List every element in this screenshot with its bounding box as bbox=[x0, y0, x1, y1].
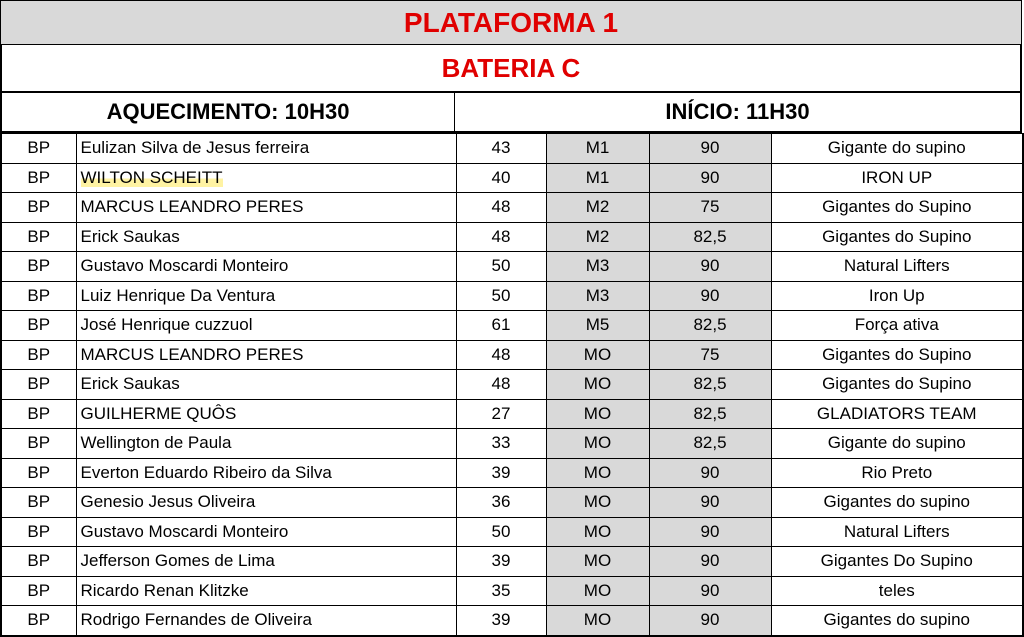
age-cell-text: 50 bbox=[491, 285, 511, 305]
athlete-name-cell[interactable] bbox=[76, 458, 456, 488]
team-cell-text: Natural Lifters bbox=[843, 521, 950, 541]
age-cell[interactable] bbox=[456, 311, 546, 341]
weight-class-cell-text: 90 bbox=[700, 492, 720, 512]
team-cell-text: Gigantes do Supino bbox=[822, 374, 972, 394]
event-code-cell-text: BP bbox=[27, 521, 51, 541]
team-cell-text: Gigantes do supino bbox=[823, 610, 970, 630]
age-cell-text: 48 bbox=[491, 344, 511, 364]
weight-class-cell[interactable] bbox=[649, 340, 771, 370]
age-cell-text: 39 bbox=[491, 551, 511, 571]
event-code-cell[interactable] bbox=[1, 547, 76, 577]
athlete-name-cell-text: José Henrique cuzzuol bbox=[80, 315, 253, 335]
athlete-name-cell[interactable] bbox=[76, 252, 456, 282]
event-code-cell[interactable] bbox=[1, 163, 76, 193]
table-row bbox=[1, 517, 1023, 547]
athlete-name-cell-text: Erick Saukas bbox=[80, 374, 180, 394]
event-code-cell[interactable] bbox=[1, 311, 76, 341]
weight-class-cell[interactable] bbox=[649, 606, 771, 636]
event-code-cell[interactable] bbox=[1, 399, 76, 429]
category-cell-text: M3 bbox=[585, 256, 610, 276]
event-code-cell-text: BP bbox=[27, 374, 51, 394]
team-cell[interactable] bbox=[771, 370, 1023, 400]
category-cell-text: M2 bbox=[585, 226, 610, 246]
athlete-name-cell[interactable] bbox=[76, 576, 456, 606]
event-code-cell[interactable] bbox=[1, 193, 76, 223]
category-cell-text: MO bbox=[583, 433, 612, 453]
athlete-name-cell-text: GUILHERME QUÔS bbox=[80, 403, 237, 423]
team-cell-text: Gigantes do Supino bbox=[822, 344, 972, 364]
table-row bbox=[1, 134, 1023, 164]
team-cell[interactable] bbox=[771, 340, 1023, 370]
age-cell-text: 27 bbox=[491, 403, 511, 423]
age-cell-text: 39 bbox=[491, 462, 511, 482]
age-cell-text: 39 bbox=[491, 610, 511, 630]
age-cell[interactable] bbox=[456, 399, 546, 429]
event-code-cell-text: BP bbox=[27, 256, 51, 276]
weight-class-cell[interactable] bbox=[649, 252, 771, 282]
weight-class-cell[interactable] bbox=[649, 517, 771, 547]
athlete-name-cell[interactable] bbox=[76, 193, 456, 223]
event-code-cell[interactable] bbox=[1, 606, 76, 636]
category-cell-text: MO bbox=[583, 344, 612, 364]
age-cell[interactable] bbox=[456, 606, 546, 636]
age-cell[interactable] bbox=[456, 193, 546, 223]
athlete-name-cell-text: Rodrigo Fernandes de Oliveira bbox=[80, 610, 313, 630]
weight-class-cell-text: 90 bbox=[700, 167, 720, 187]
table-row bbox=[1, 252, 1023, 282]
event-code-cell-text: BP bbox=[27, 551, 51, 571]
event-code-cell[interactable] bbox=[1, 488, 76, 518]
team-cell[interactable] bbox=[771, 311, 1023, 341]
athlete-name-cell[interactable] bbox=[76, 429, 456, 459]
category-cell[interactable] bbox=[546, 252, 649, 282]
event-code-cell-text: BP bbox=[27, 285, 51, 305]
team-cell[interactable] bbox=[771, 517, 1023, 547]
category-cell-text: M2 bbox=[585, 197, 610, 217]
age-cell[interactable] bbox=[456, 458, 546, 488]
weight-class-cell[interactable] bbox=[649, 311, 771, 341]
category-cell[interactable] bbox=[546, 134, 649, 164]
platform-title: PLATAFORMA 1 bbox=[0, 0, 1022, 45]
category-cell-text: M1 bbox=[585, 167, 610, 187]
athlete-name-cell-text: Wellington de Paula bbox=[80, 433, 232, 453]
event-code-cell-text: BP bbox=[27, 580, 51, 600]
table-row bbox=[1, 606, 1023, 636]
category-cell[interactable] bbox=[546, 193, 649, 223]
athlete-name-cell[interactable] bbox=[76, 311, 456, 341]
event-code-cell-text: BP bbox=[27, 433, 51, 453]
team-cell-text: Gigantes do supino bbox=[823, 492, 970, 512]
weight-class-cell-text: 82,5 bbox=[693, 403, 727, 423]
age-cell-text: 50 bbox=[491, 256, 511, 276]
table-row bbox=[1, 488, 1023, 518]
battery-title: BATERIA C bbox=[0, 45, 1022, 93]
category-cell[interactable] bbox=[546, 222, 649, 252]
table-row bbox=[1, 547, 1023, 577]
team-cell[interactable] bbox=[771, 193, 1023, 223]
weight-class-cell-text: 82,5 bbox=[693, 315, 727, 335]
table-row bbox=[1, 576, 1023, 606]
athlete-name-cell[interactable] bbox=[76, 370, 456, 400]
category-cell[interactable] bbox=[546, 547, 649, 577]
event-code-cell-text: BP bbox=[27, 610, 51, 630]
event-code-cell[interactable] bbox=[1, 576, 76, 606]
weight-class-cell-text: 82,5 bbox=[693, 374, 727, 394]
table-row bbox=[1, 429, 1023, 459]
age-cell-text: 36 bbox=[491, 492, 511, 512]
age-cell[interactable] bbox=[456, 281, 546, 311]
table-row bbox=[1, 458, 1023, 488]
team-cell[interactable] bbox=[771, 458, 1023, 488]
table-row bbox=[1, 281, 1023, 311]
event-code-cell-text: BP bbox=[27, 226, 51, 246]
athlete-name-cell-text: Eulizan Silva de Jesus ferreira bbox=[80, 138, 310, 158]
event-code-cell-text: BP bbox=[27, 197, 51, 217]
team-cell[interactable] bbox=[771, 576, 1023, 606]
age-cell-text: 43 bbox=[491, 138, 511, 158]
schedule-header bbox=[0, 93, 1022, 133]
age-cell[interactable] bbox=[456, 163, 546, 193]
event-code-cell-text: BP bbox=[27, 167, 51, 187]
category-cell[interactable] bbox=[546, 458, 649, 488]
age-cell[interactable] bbox=[456, 576, 546, 606]
team-cell-text: Força ativa bbox=[854, 315, 939, 335]
weight-class-cell-text: 90 bbox=[700, 521, 720, 541]
event-code-cell-text: BP bbox=[27, 492, 51, 512]
age-cell[interactable] bbox=[456, 488, 546, 518]
athlete-name-cell[interactable] bbox=[76, 222, 456, 252]
event-code-cell-text: BP bbox=[27, 403, 51, 423]
category-cell[interactable] bbox=[546, 281, 649, 311]
team-cell[interactable] bbox=[771, 134, 1023, 164]
weight-class-cell[interactable] bbox=[649, 281, 771, 311]
athlete-name-cell[interactable] bbox=[76, 281, 456, 311]
athlete-name-cell-text: Jefferson Gomes de Lima bbox=[80, 551, 275, 571]
category-cell-text: MO bbox=[583, 551, 612, 571]
category-cell-text: MO bbox=[583, 403, 612, 423]
weight-class-cell[interactable] bbox=[649, 488, 771, 518]
category-cell[interactable] bbox=[546, 517, 649, 547]
weight-class-cell[interactable] bbox=[649, 163, 771, 193]
age-cell-text: 61 bbox=[491, 315, 511, 335]
category-cell[interactable] bbox=[546, 370, 649, 400]
category-cell[interactable] bbox=[546, 399, 649, 429]
athlete-name-cell[interactable] bbox=[76, 134, 456, 164]
category-cell-text: MO bbox=[583, 610, 612, 630]
team-cell-text: GLADIATORS TEAM bbox=[816, 403, 977, 423]
start-time-label: INÍCIO: 11H30 bbox=[455, 93, 1022, 133]
athlete-rows bbox=[1, 134, 1023, 636]
category-cell[interactable] bbox=[546, 429, 649, 459]
team-cell-text: IRON UP bbox=[861, 167, 933, 187]
event-code-cell-text: BP bbox=[27, 138, 51, 158]
table-row bbox=[1, 370, 1023, 400]
age-cell[interactable] bbox=[456, 429, 546, 459]
weight-class-cell[interactable] bbox=[649, 429, 771, 459]
team-cell-text: Gigantes Do Supino bbox=[820, 551, 973, 571]
athlete-name-cell-text: Gustavo Moscardi Monteiro bbox=[80, 521, 289, 541]
event-code-cell[interactable] bbox=[1, 281, 76, 311]
weight-class-cell[interactable] bbox=[649, 576, 771, 606]
athlete-name-cell[interactable] bbox=[76, 517, 456, 547]
weight-class-cell-text: 90 bbox=[700, 551, 720, 571]
team-cell[interactable] bbox=[771, 606, 1023, 636]
team-cell-text: teles bbox=[878, 580, 915, 600]
weight-class-cell[interactable] bbox=[649, 193, 771, 223]
age-cell[interactable] bbox=[456, 252, 546, 282]
team-cell[interactable] bbox=[771, 222, 1023, 252]
weight-class-cell[interactable] bbox=[649, 547, 771, 577]
event-code-cell[interactable] bbox=[1, 517, 76, 547]
category-cell[interactable] bbox=[546, 311, 649, 341]
team-cell[interactable] bbox=[771, 429, 1023, 459]
team-cell-text: Gigante do supino bbox=[827, 433, 966, 453]
athlete-name-cell[interactable] bbox=[76, 340, 456, 370]
age-cell-text: 48 bbox=[491, 226, 511, 246]
category-cell-text: MO bbox=[583, 462, 612, 482]
athlete-name-cell-text: MARCUS LEANDRO PERES bbox=[80, 197, 304, 217]
team-cell-text: Gigante do supino bbox=[827, 138, 966, 158]
warmup-time-label: AQUECIMENTO: 10H30 bbox=[0, 93, 455, 133]
weight-class-cell-text: 90 bbox=[700, 580, 720, 600]
weight-class-cell-text: 82,5 bbox=[693, 226, 727, 246]
athlete-name-cell-text: Ricardo Renan Klitzke bbox=[80, 580, 249, 600]
athlete-name-cell[interactable] bbox=[76, 399, 456, 429]
category-cell[interactable] bbox=[546, 163, 649, 193]
event-code-cell[interactable] bbox=[1, 458, 76, 488]
category-cell-text: MO bbox=[583, 492, 612, 512]
team-cell[interactable] bbox=[771, 163, 1023, 193]
weight-class-cell-text: 90 bbox=[700, 610, 720, 630]
team-cell[interactable] bbox=[771, 399, 1023, 429]
weight-class-cell[interactable] bbox=[649, 399, 771, 429]
event-code-cell[interactable] bbox=[1, 340, 76, 370]
age-cell[interactable] bbox=[456, 222, 546, 252]
category-cell[interactable] bbox=[546, 488, 649, 518]
category-cell-text: M1 bbox=[585, 138, 610, 158]
weight-class-cell[interactable] bbox=[649, 458, 771, 488]
team-cell-text: Natural Lifters bbox=[843, 256, 950, 276]
age-cell[interactable] bbox=[456, 370, 546, 400]
team-cell-text: Iron Up bbox=[868, 285, 925, 305]
athlete-name-cell-text: Luiz Henrique Da Ventura bbox=[80, 285, 276, 305]
age-cell[interactable] bbox=[456, 134, 546, 164]
weight-class-cell-text: 90 bbox=[700, 462, 720, 482]
athlete-name-cell[interactable] bbox=[76, 488, 456, 518]
weight-class-cell[interactable] bbox=[649, 370, 771, 400]
weight-class-cell[interactable] bbox=[649, 222, 771, 252]
athlete-name-cell-text: Everton Eduardo Ribeiro da Silva bbox=[80, 462, 332, 482]
athlete-name-cell-text: WILTON SCHEITT bbox=[80, 167, 223, 187]
table-row bbox=[1, 193, 1023, 223]
event-code-cell[interactable] bbox=[1, 370, 76, 400]
team-cell[interactable] bbox=[771, 252, 1023, 282]
event-code-cell[interactable] bbox=[1, 429, 76, 459]
table-row bbox=[1, 311, 1023, 341]
age-cell-text: 35 bbox=[491, 580, 511, 600]
category-cell[interactable] bbox=[546, 576, 649, 606]
table-row bbox=[1, 340, 1023, 370]
event-code-cell-text: BP bbox=[27, 315, 51, 335]
event-code-cell[interactable] bbox=[1, 252, 76, 282]
age-cell-text: 33 bbox=[491, 433, 511, 453]
event-code-cell-text: BP bbox=[27, 344, 51, 364]
table-row bbox=[1, 399, 1023, 429]
age-cell[interactable] bbox=[456, 517, 546, 547]
athlete-name-cell-text: Gustavo Moscardi Monteiro bbox=[80, 256, 289, 276]
athlete-name-cell[interactable] bbox=[76, 606, 456, 636]
athlete-name-cell-text: Genesio Jesus Oliveira bbox=[80, 492, 256, 512]
weight-class-cell-text: 82,5 bbox=[693, 433, 727, 453]
athlete-name-cell-text: MARCUS LEANDRO PERES bbox=[80, 344, 304, 364]
age-cell-text: 48 bbox=[491, 374, 511, 394]
event-code-cell[interactable] bbox=[1, 134, 76, 164]
team-cell[interactable] bbox=[771, 547, 1023, 577]
category-cell-text: MO bbox=[583, 374, 612, 394]
athlete-name-cell[interactable] bbox=[76, 547, 456, 577]
weight-class-cell[interactable] bbox=[649, 134, 771, 164]
weight-class-cell-text: 75 bbox=[700, 197, 720, 217]
athlete-table bbox=[0, 133, 1024, 637]
team-cell-text: Rio Preto bbox=[861, 462, 933, 482]
category-cell[interactable] bbox=[546, 606, 649, 636]
age-cell-text: 40 bbox=[491, 167, 511, 187]
weight-class-cell-text: 75 bbox=[700, 344, 720, 364]
age-cell[interactable] bbox=[456, 340, 546, 370]
weight-class-cell-text: 90 bbox=[700, 285, 720, 305]
event-code-cell-text: BP bbox=[27, 462, 51, 482]
category-cell-text: M3 bbox=[585, 285, 610, 305]
category-cell-text: MO bbox=[583, 580, 612, 600]
athlete-name-cell-text: Erick Saukas bbox=[80, 226, 180, 246]
age-cell-text: 50 bbox=[491, 521, 511, 541]
team-cell[interactable] bbox=[771, 488, 1023, 518]
category-cell[interactable] bbox=[546, 340, 649, 370]
team-cell-text: Gigantes do Supino bbox=[822, 226, 972, 246]
age-cell[interactable] bbox=[456, 547, 546, 577]
table-row bbox=[1, 163, 1023, 193]
team-cell[interactable] bbox=[771, 281, 1023, 311]
weight-class-cell-text: 90 bbox=[700, 256, 720, 276]
table-row bbox=[1, 222, 1023, 252]
age-cell-text: 48 bbox=[491, 197, 511, 217]
team-cell-text: Gigantes do Supino bbox=[822, 197, 972, 217]
weight-class-cell-text: 90 bbox=[700, 138, 720, 158]
athlete-name-cell[interactable] bbox=[76, 163, 456, 193]
event-code-cell[interactable] bbox=[1, 222, 76, 252]
category-cell-text: MO bbox=[583, 521, 612, 541]
category-cell-text: M5 bbox=[585, 315, 610, 335]
